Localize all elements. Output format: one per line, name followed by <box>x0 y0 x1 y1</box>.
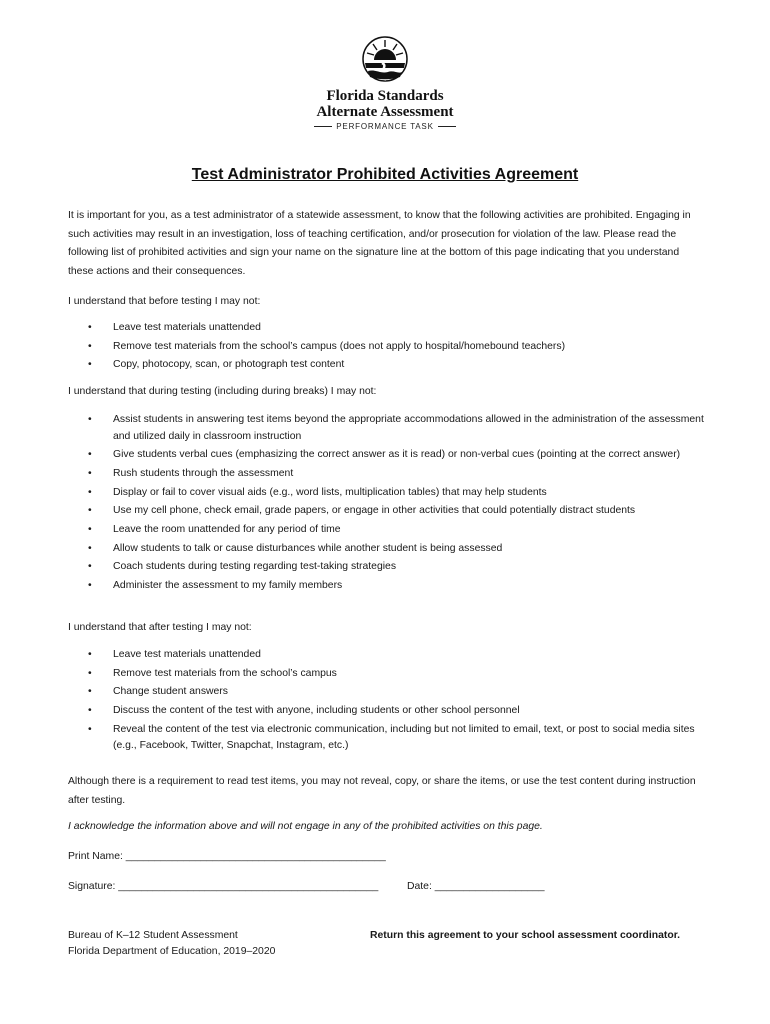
list-item-text: Assist students in answering test items beyond the appropriate accommodations allowed in the administration of the assessment and utilized daily in classroom instruction <box>113 414 704 442</box>
bullet-icon: • <box>88 449 92 461</box>
bullet-icon: • <box>88 561 92 573</box>
after-testing-list <box>68 647 708 757</box>
list-item-text: Change student answers <box>113 686 228 698</box>
bullet-icon: • <box>88 723 92 735</box>
bullet-icon: • <box>88 686 92 698</box>
logo-rule-left <box>314 126 332 127</box>
closing-paragraph: Although there is a requirement to read test items, you may not reveal, copy, or share the items, or use the test content during instruction after testing. <box>68 776 696 806</box>
list-item-text: Remove test materials from the school’s campus (does not apply to hospital/homebound teachers) <box>113 340 566 352</box>
bullet-icon: • <box>88 705 92 717</box>
bullet-icon: • <box>88 667 92 679</box>
list-item <box>68 684 708 701</box>
fsaa-logo <box>300 36 470 136</box>
list-item-text: Give students verbal cues (emphasizing the correct answer as it is read) or non-verbal cues (pointing at the correct answer) <box>113 449 681 461</box>
before-testing-heading: I understand that before testing I may not: <box>68 296 261 307</box>
document-title: Test Administrator Prohibited Activities Agreement <box>191 166 579 183</box>
list-item-text: Allow students to talk or cause disturbances while another student is being assessed <box>113 542 503 554</box>
bullet-icon: • <box>88 523 92 535</box>
intro-paragraph: It is important for you, as a test administrator of a statewide assessment, to know that the following activities are prohibited. Engaging in such activities may result in an investigation, loss of teaching certification, and/or prosecution for violation of the law. Please read the following list of prohibited activities and sign your name on the signature line at the bottom of this page indicating that you understand these actions and their consequences. <box>68 210 691 277</box>
list-item <box>68 357 708 374</box>
list-item <box>68 522 708 539</box>
bullet-icon: • <box>88 649 92 660</box>
return-instruction: Return this agreement to your school assessment coordinator. <box>370 930 681 941</box>
list-item-text: Display or fail to cover visual aids (e.g., word lists, multiplication tables) that may help students <box>113 486 547 498</box>
bullet-icon: • <box>88 340 92 352</box>
bullet-icon: • <box>88 322 92 333</box>
list-item-text: Reveal the content of the test via electronic communication, including but not limited to email, text, or post to social media sites (e.g., Facebook, Twitter, Snapchat, Instagram, etc.) <box>113 723 695 752</box>
list-item-text: Copy, photocopy, scan, or photograph test content <box>113 359 345 371</box>
list-item-text: Use my cell phone, check email, grade papers, or engage in other activities that could potentially distract students <box>113 505 636 517</box>
bullet-icon: • <box>88 359 92 371</box>
during-testing-list <box>68 412 708 597</box>
list-item <box>68 559 708 576</box>
signature-field[interactable]: Signature: _____________________________________________ <box>68 881 379 892</box>
before-testing-list <box>68 320 708 376</box>
list-item <box>68 503 708 520</box>
list-item <box>68 485 708 502</box>
bullet-icon: • <box>88 467 92 479</box>
bullet-icon: • <box>88 580 92 591</box>
logo-line-2: Alternate Assessment <box>316 104 454 120</box>
bullet-icon: • <box>88 505 92 517</box>
footer-bureau: Bureau of K–12 Student Assessment <box>68 930 238 941</box>
bullet-icon: • <box>88 486 92 498</box>
list-item <box>68 466 708 483</box>
list-item <box>68 447 708 464</box>
list-item <box>68 666 708 683</box>
logo-tagline: PERFORMANCE TASK <box>336 122 434 131</box>
list-item <box>68 578 708 595</box>
list-item <box>68 320 708 337</box>
acknowledgement-statement: I acknowledge the information above and will not engage in any of the prohibited activities on this page. <box>68 821 543 832</box>
list-item-text: Leave test materials unattended <box>113 322 261 333</box>
after-testing-heading: I understand that after testing I may not: <box>68 622 252 633</box>
list-item-text: Remove test materials from the school’s campus <box>113 667 337 679</box>
date-field[interactable]: Date: ___________________ <box>407 881 545 892</box>
list-item-text: Discuss the content of the test with anyone, including students or other school personnel <box>113 705 520 717</box>
list-item <box>68 541 708 558</box>
list-item <box>68 412 708 445</box>
list-item <box>68 703 708 720</box>
during-testing-heading: I understand that during testing (including during breaks) I may not: <box>68 386 377 397</box>
list-item-text: Leave test materials unattended <box>113 649 261 660</box>
bullet-icon: • <box>88 414 92 425</box>
logo-line-3 <box>300 122 470 131</box>
list-item-text: Leave the room unattended for any period of time <box>113 523 341 535</box>
list-item-text: Rush students through the assessment <box>113 467 294 479</box>
logo-rule-right <box>438 126 456 127</box>
list-item <box>68 722 708 755</box>
list-item <box>68 339 708 356</box>
footer-department: Florida Department of Education, 2019–2020 <box>68 946 276 957</box>
list-item-text: Administer the assessment to my family members <box>113 580 343 591</box>
logo-line-1: Florida Standards <box>326 88 444 104</box>
list-item-text: Coach students during testing regarding test-taking strategies <box>113 561 397 573</box>
print-name-field[interactable]: Print Name: _____________________________________________ <box>68 851 386 862</box>
list-item <box>68 647 708 664</box>
florida-sun-seal-icon <box>362 36 408 82</box>
bullet-icon: • <box>88 542 92 554</box>
